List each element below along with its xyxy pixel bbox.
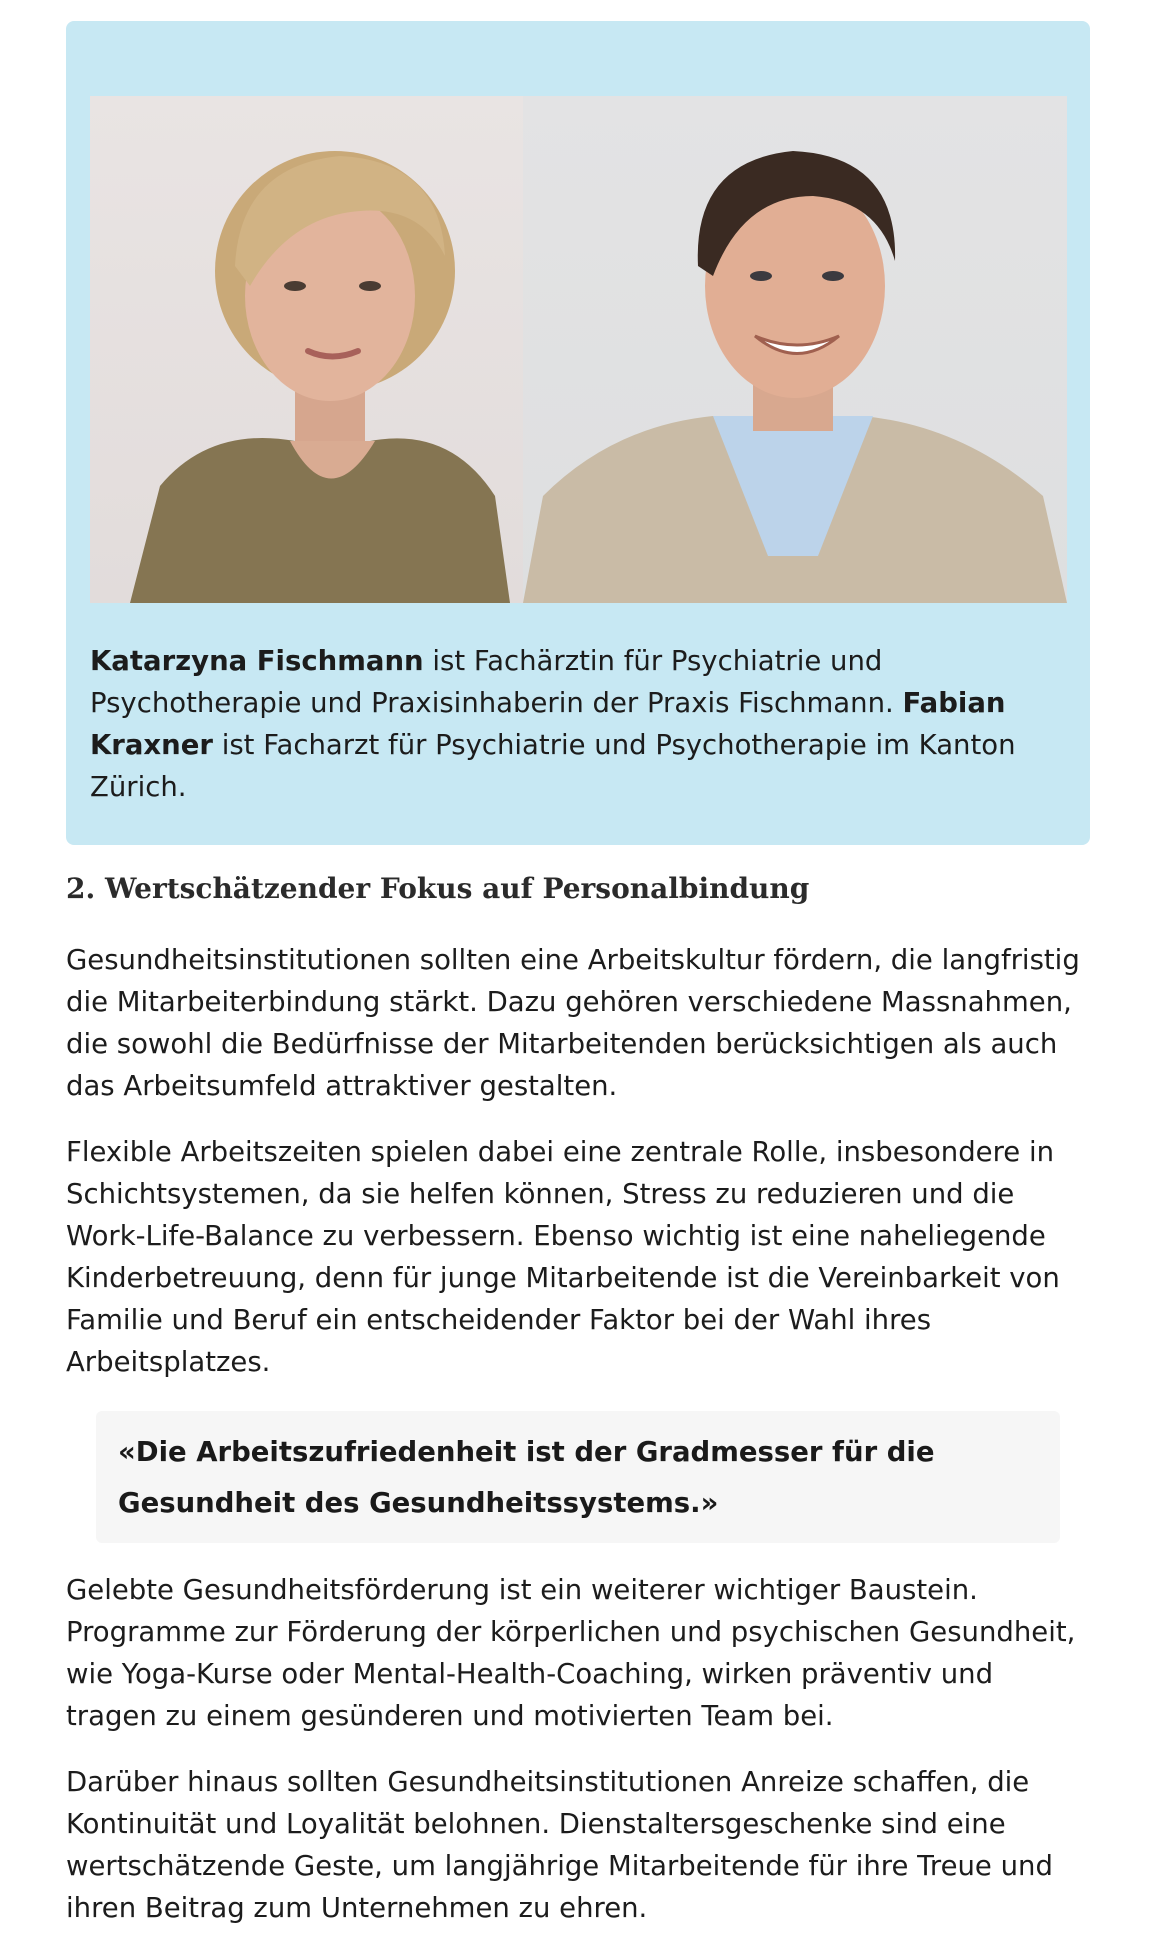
author2-name: Fabian Kraxner xyxy=(90,687,1006,761)
portrait-woman-icon xyxy=(90,96,523,603)
author-caption xyxy=(90,640,1050,808)
author1-name: Katarzyna Fischmann xyxy=(90,645,424,677)
paragraph-4: Darüber hinaus sollten Gesundheitsinstitutionen Anreize schaffen, die Kontinuität und Loyalität belohnen. Dienstaltersgeschenke sind eine wertschätzende Geste, um langjährige Mitarbeitende für ihre Treue und ihren Beitrag zum Unternehmen zu ehren. xyxy=(66,1766,1053,1924)
paragraph-1: Gesundheitsinstitutionen sollten eine Arbeitskultur fördern, die langfristig die Mitarbeiterbindung stärkt. Dazu gehören verschiedene Massnahmen, die sowohl die Bedürfnisse der Mitarbeitenden berücksichtigen als auch das Arbeitsumfeld attraktiver gestalten. xyxy=(66,944,1080,1102)
pull-quote-text: «Die Arbeitszufriedenheit ist der Gradmesser für die Gesundheit des Gesundheitssystems.» xyxy=(118,1436,935,1519)
paragraph-3: Gelebte Gesundheitsförderung ist ein weiterer wichtiger Baustein. Programme zur Förderung der körperlichen und psychischen Gesundheit, wie Yoga-Kurse oder Mental-Health-Coaching, wirken präventiv und tragen zu einem gesünderen und motivierten Team bei. xyxy=(66,1574,1076,1732)
section-heading: 2. Wertschätzender Fokus auf Personalbindung xyxy=(66,872,810,905)
portrait-man-icon xyxy=(523,96,1067,603)
author-info-box xyxy=(66,21,1090,845)
author2-description: ist Facharzt für Psychiatrie und Psychotherapie im Kanton Zürich. xyxy=(90,729,1016,803)
author1-description: ist Fachärztin für Psychiatrie und Psychotherapie und Praxisinhaberin der Praxis Fischmann. xyxy=(90,645,903,719)
paragraph-2: Flexible Arbeitszeiten spielen dabei eine zentrale Rolle, insbesondere in Schichtsystemen, da sie helfen können, Stress zu reduzieren und die Work-Life-Balance zu verbessern. Ebenso wichtig ist eine naheliegende Kinderbetreuung, denn für junge Mitarbeitende ist die Vereinbarkeit von Familie und Beruf ein entscheidender Faktor bei der Wahl ihres Arbeitsplatzes. xyxy=(66,1136,1060,1378)
author-photo xyxy=(90,96,1067,603)
pull-quote xyxy=(96,1411,1060,1543)
